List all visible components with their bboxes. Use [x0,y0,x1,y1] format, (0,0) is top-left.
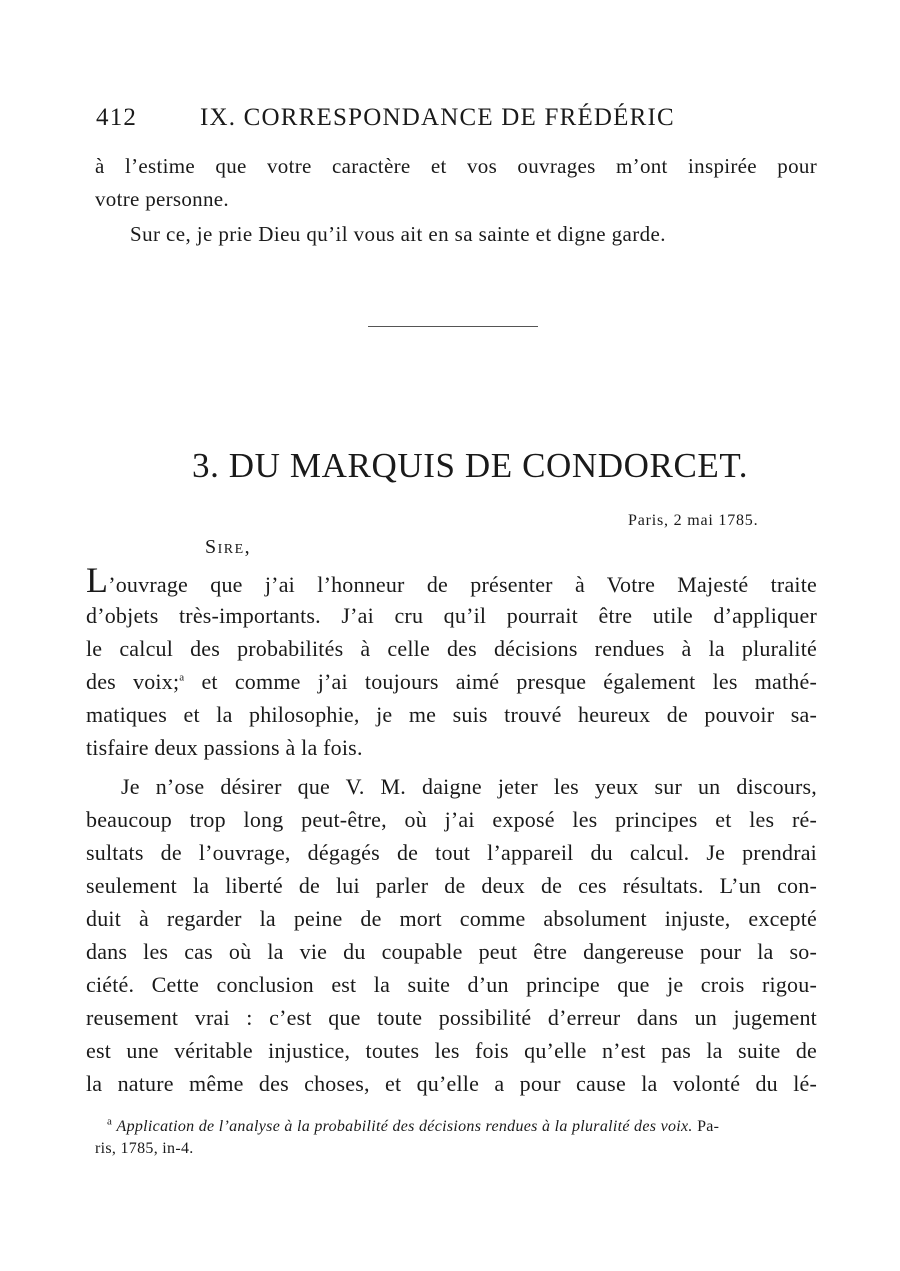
drop-cap: L [86,560,109,600]
footnote-title: Application de l’analyse à la probabilité des décisions rendues à la pluralité des voix. [116,1118,693,1135]
dateline: Paris, 2 mai 1785. [628,512,759,529]
text-line: reusement vrai : c’est que toute possibilité d’erreur dans un jugement [86,1005,817,1030]
text-line: la nature même des choses, et qu’elle a pour cause la volonté du lé- [86,1071,817,1096]
running-header [96,104,736,136]
text-line: sultats de l’ouvrage, dégagés de tout l’appareil du calcul. Je prendrai [86,840,817,865]
text-line: le calcul des probabilités à celle des décisions rendues à la pluralité [86,636,817,661]
text-line: Je n’ose désirer que V. M. daigne jeter les yeux sur un discours, [121,774,817,799]
footnote-line [107,1115,815,1136]
text-line [86,669,817,702]
text-line: dans les cas où la vie du coupable peut être dangereuse pour la so- [86,939,817,964]
footnote-tail: Pa- [697,1118,720,1135]
text-line: tisfaire deux passions à la fois. [86,735,363,760]
footnote-marker: a [107,1115,113,1128]
preceding-paragraph [95,150,817,216]
closing-formula: Sur ce, je prie Dieu qu’il vous ait en sa sainte et digne garde. [130,222,666,246]
salutation: Sire, [205,536,252,558]
page-number: 412 [96,104,138,131]
text-line: ciété. Cette conclusion est la suite d’un principe que je crois rigou- [86,972,817,997]
footnote-marker: a [179,671,185,684]
text-line: est une véritable injustice, toutes les fois qu’elle n’est pas la suite de [86,1038,817,1063]
text-line: beaucoup trop long peut-être, où j’ai exposé les principes et les ré- [86,807,817,832]
text-line: d’objets très-importants. J’ai cru qu’il pourrait être utile d’appliquer [86,603,817,628]
text-line-content: des voix; [86,669,180,694]
section-divider [368,326,538,327]
text-line [86,560,817,603]
text-line-content: et comme j’ai toujours aimé presque également les mathé- [184,669,818,694]
text-line-content: ’ouvrage que j’ai l’honneur de présenter à Votre Majesté traite [108,572,817,597]
text-line: duit à regarder la peine de mort comme absolument injuste, excepté [86,906,817,931]
running-title: IX. CORRESPONDANCE DE FRÉDÉRIC [200,104,675,131]
text-line: à l’estime que votre caractère et vos ouvrages m’ont inspirée pour [95,154,817,178]
section-title: 3. DU MARQUIS DE CONDORCET. [192,446,749,485]
text-line: seulement la liberté de lui parler de deux de ces résultats. L’un con- [86,873,817,898]
footnote-line: ris, 1785, in-4. [95,1140,194,1157]
text-line: matiques et la philosophie, je me suis trouvé heureux de pouvoir sa- [86,702,817,727]
text-line: votre personne. [95,187,229,211]
